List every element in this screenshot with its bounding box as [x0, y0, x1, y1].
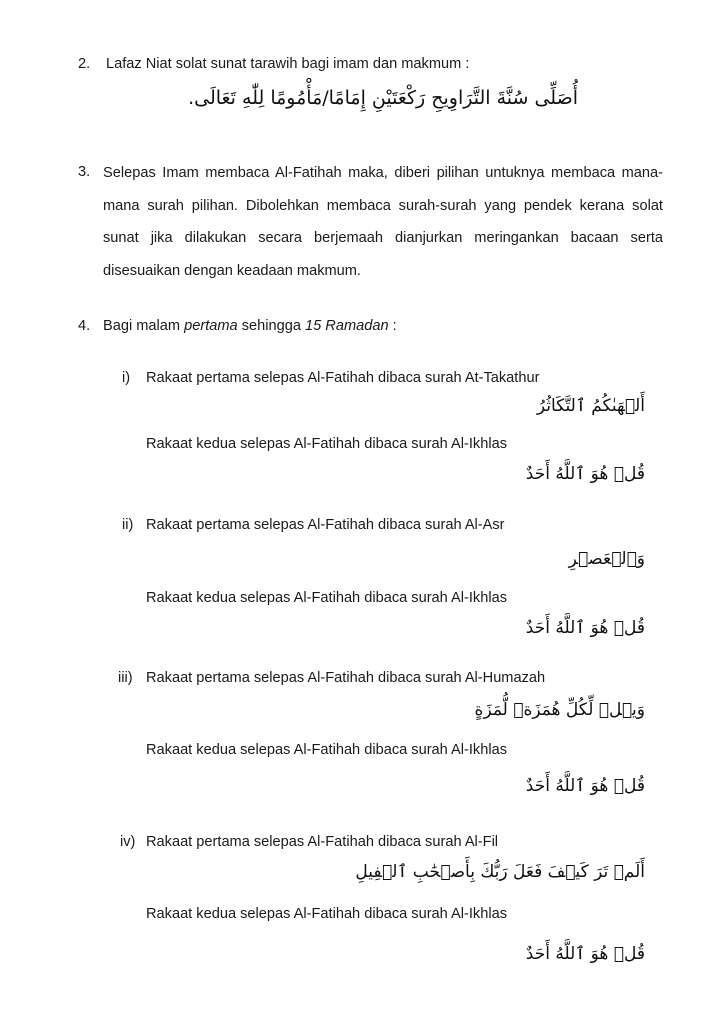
ayat-al-ikhlas: قُلۡ هُوَ ٱللَّهُ أَحَدٌ [525, 776, 645, 796]
item-3-line: disesuaikan dengan keadaan makmum. [103, 262, 361, 279]
subitem-second-text: Rakaat kedua selepas Al-Fatihah dibaca surah Al-Ikhlas [146, 590, 508, 606]
subitem-first-text: Rakaat pertama selepas Al-Fatihah dibaca surah Al-Fil [146, 834, 499, 850]
subitem-first-text: Rakaat pertama selepas Al-Fatihah dibaca surah Al-Humazah [146, 670, 546, 686]
item-4-number: 4. [78, 318, 91, 334]
ayat-al-humazah: وَيۡلٞ لِّكُلِّ هُمَزَةٖ لُّمَزَةٍ [474, 700, 645, 720]
item-3-number: 3. [78, 164, 91, 180]
ayat-at-takathur: أَلۡهَىٰكُمُ ٱلتَّكَاثُرُ [536, 396, 645, 416]
subitem-label: iii) [118, 670, 133, 686]
subitem-first-text: Rakaat pertama selepas Al-Fatihah dibaca surah At-Takathur [146, 370, 540, 386]
niat-arabic-text: أُصَلِّى سُنَّةَ التَّرَاوِيحِ رَكْعَتَيْنِ إِمَامًا/مَأْمُومًا لِلّٰهِ تَعَالَى. [188, 87, 578, 109]
item-4-heading: Bagi malam pertama sehingga 15 Ramadan : [103, 318, 397, 334]
item-3-paragraph [103, 157, 663, 287]
subitem-label: iv) [120, 834, 136, 850]
item-2-text: Lafaz Niat solat sunat tarawih bagi imam dan makmum : [106, 56, 470, 72]
subitem-label: i) [122, 370, 131, 386]
item-3-line: mana surah pilihan. Dibolehkan membaca surah-surah yang pendek kerana solat [103, 197, 663, 214]
ayat-al-ikhlas: قُلۡ هُوَ ٱللَّهُ أَحَدٌ [525, 944, 645, 964]
subitem-label: ii) [122, 517, 134, 533]
subitem-first-text: Rakaat pertama selepas Al-Fatihah dibaca surah Al-Asr [146, 517, 505, 533]
item-3-line: Selepas Imam membaca Al-Fatihah maka, diberi pilihan untuknya membaca mana- [103, 165, 663, 181]
subitem-second-text: Rakaat kedua selepas Al-Fatihah dibaca surah Al-Ikhlas [146, 742, 508, 758]
ayat-al-fil: أَلَمۡ تَرَ كَيۡفَ فَعَلَ رَبُّكَ بِأَصۡحَٰبِ ٱلۡفِيلِ [355, 862, 645, 882]
ayat-al-asr: وَٱلۡعَصۡرِ [568, 549, 645, 569]
item-3-line: sunat jika dilakukan secara berjemaah dianjurkan meringankan bacaan serta [103, 230, 663, 246]
item-2-number: 2. [78, 56, 91, 72]
ayat-al-ikhlas: قُلۡ هُوَ ٱللَّهُ أَحَدٌ [525, 464, 645, 484]
subitem-second-text: Rakaat kedua selepas Al-Fatihah dibaca surah Al-Ikhlas [146, 906, 508, 922]
ayat-al-ikhlas: قُلۡ هُوَ ٱللَّهُ أَحَدٌ [525, 618, 645, 638]
subitem-second-text: Rakaat kedua selepas Al-Fatihah dibaca surah Al-Ikhlas [146, 436, 508, 452]
